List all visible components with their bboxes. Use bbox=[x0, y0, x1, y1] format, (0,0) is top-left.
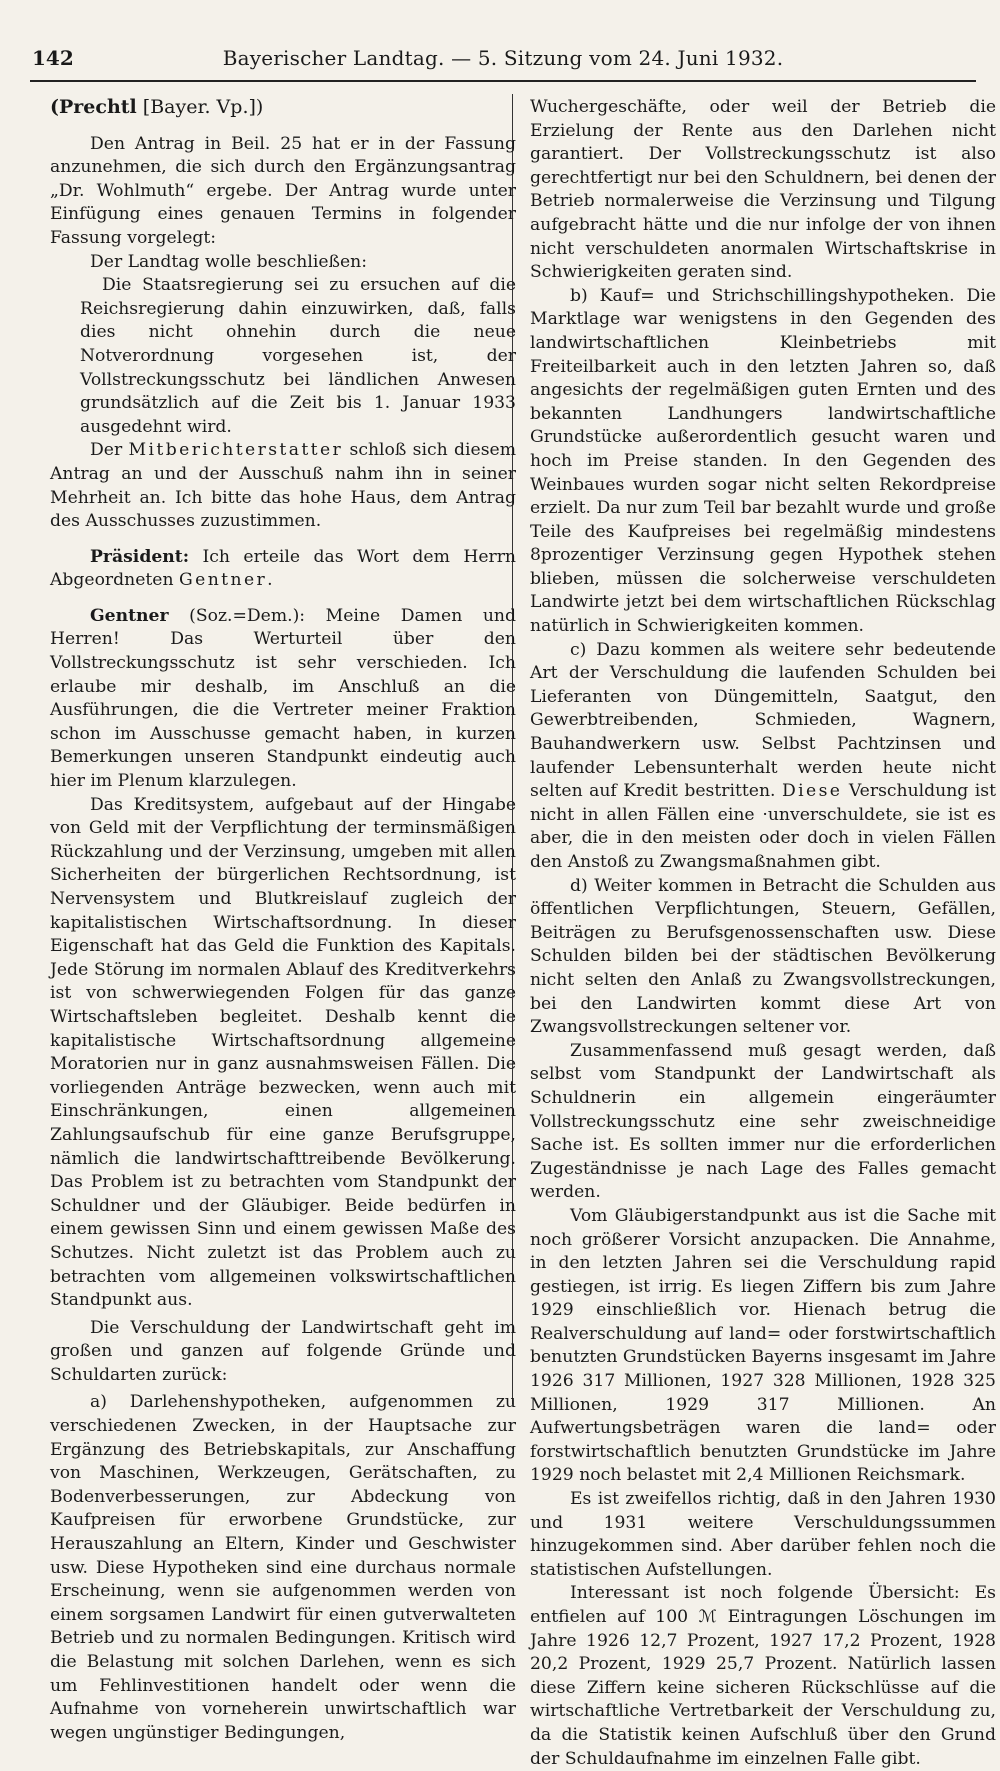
paragraph: b) Kauf= und Strichschillingshypotheken. Die Marktlage war wenigstens in den Gegenden des landwirtschaftlichen Kleinbetriebs mit Freiteilbarkeit auch in den letzten Jahren so, daß angesichts der regelmäßigen guten Ernten und des bekannten Landhungers landwirtschaftliche Grundstücke außerordentlich gesucht waren und hoch im Preise standen. In den Gegenden des Weinbaues wurden sogar nicht selten Rekordpreise erzielt. Da nur zum Teil bar bezahlt wurde und große Teile des Kaufpreises bei regelmäßig mindestens 8prozentiger Verzinsung gegen Hypothek stehen blieben, müssen die solcherweise verschuldeten Landwirte jetzt bei dem wirtschaftlichen Rückschlag natürlich in Schwierigkeiten kommen. bbox=[530, 285, 996, 637]
president-paragraph bbox=[50, 546, 516, 593]
paragraph: Zusammenfassend muß gesagt werden, daß selbst vom Standpunkt der Landwirtschaft als Schuldnerin ein allgemein eingeräumter Vollstreckungsschutz eine sehr zweischneidige Sache ist. Es sollten immer nur die erforderlichen Zugeständnisse je nach Lage des Falles gemacht werden. bbox=[530, 1040, 996, 1203]
paragraph: d) Weiter kommen in Betracht die Schulden aus öffentlichen Verpflichtungen, Steuern, Gefällen, Beiträgen zu Berufsgenossenschaften usw. Diese Schulden bilden bei der städtischen Bevölkerung nicht selten den Anlaß zu Zwangsvollstreckungen, bei den Landwirten kommt diese Art von Zwangsvollstreckungen seltener vor. bbox=[530, 875, 996, 1038]
paragraph: Die Verschuldung der Landwirtschaft geht im großen und ganzen auf folgende Gründe und Schuldarten zurück: bbox=[50, 1317, 516, 1385]
right-column bbox=[530, 96, 996, 1771]
text-span: schloß sich diesem Antrag an und der Ausschuß nahm ihn in seiner Mehrheit an. Ich bitte das hohe Haus, dem Antrag des Ausschusses zuzustimmen. bbox=[50, 440, 516, 532]
paragraph: Den Antrag in Beil. 25 hat er in der Fassung anzunehmen, die sich durch den Ergänzungsantrag „Dr. Wohlmuth“ ergebe. Der Antrag wurde unter Einfügung eines genauen Termins in folgender Fassung vorgelegt: bbox=[50, 133, 516, 248]
page-number: 142 bbox=[32, 46, 74, 70]
spaced-text: Diese bbox=[781, 781, 843, 802]
paragraph: a) Darlehenshypotheken, aufgenommen zu verschiedenen Zwecken, in der Hauptsache zur Ergänzung des Betriebskapitals, zur Anschaffung von Maschinen, Werkzeugen, Gerätschaften, zu Bodenverbesserungen, zur Abdeckung von Kaufpreisen für erworbene Grundstücke, zur Herauszahlung an Eltern, Kinder und Geschwister usw. Diese Hypotheken sind eine durchaus normale Erscheinung, wenn sie aufgenommen werden von einem sorgsamen Landwirt für einen gutverwalteten Betrieb und zu normalen Bedingungen. Kritisch wird die Belastung mit solchen Darlehen, wenn es sich um Fehlinvestitionen handelt oder wenn die Aufnahme von vorneherein unwirtschaftlich war wegen ungünstiger Bedingungen, bbox=[50, 1392, 516, 1743]
speaker-name-president: Präsident: bbox=[90, 546, 190, 567]
left-column bbox=[50, 96, 516, 1745]
paragraph: Es ist zweifellos richtig, daß in den Jahren 1930 und 1931 weitere Verschuldungssummen hinzugekommen sind. Aber darüber fehlen noch die statistischen Aufstellungen. bbox=[530, 1489, 996, 1580]
spaced-text: Gentner bbox=[179, 570, 268, 591]
paragraph bbox=[530, 639, 996, 875]
text-span: Meine Damen und Herren! Das Werturteil über den Vollstreckungsschutz ist sehr verschieden. Ich erlaube mir deshalb, im Anschluß an die Ausführungen, die die Vertreter meiner Fraktion schon im Ausschusse gemacht haben, in kurzen Bemerkungen unseren Standpunkt eindeutig auch hier im Plenum klarzulegen. bbox=[50, 605, 517, 792]
speaker-party-prechtl: [Bayer. Vp.]) bbox=[136, 96, 264, 118]
paragraph: Das Kreditsystem, aufgebaut auf der Hingabe von Geld mit der Verpflichtung der terminsmäßigen Rückzahlung und der Verzinsung, umgeben mit allen Sicherheiten der bürgerlichen Rechtsordnung, ist Nervensystem und Blutkreislauf zugleich der kapitalistischen Wirtschaftsordnung. In dieser Eigenschaft hat das Geld die Funktion des Kapitals. Jede Störung im normalen Ablauf des Kreditverkehrs ist von schwerwiegenden Folgen für das ganze Wirtschaftsleben begleitet. Deshalb kennt die kapitalistische Wirtschaftsordnung allgemeine Moratorien nur in ganz ausnahmsweisen Fällen. Die vorliegenden Anträge bezwecken, wenn auch mit Einschränkungen, einen allgemeinen Zahlungsaufschub für eine ganze Berufsgruppe, nämlich die landwirtschafttreibende Bevölkerung. Das Problem ist zu betrachten vom Standpunkt der Schuldner und der Gläubiger. Beide bedürfen in einem gewissen Sinn und einem gewissen Maße des Schutzes. Nicht zuletzt ist das Problem auch zu betrachten vom allgemeinen volkswirtschaftlichen Standpunkt aus. bbox=[50, 794, 516, 1311]
spaced-text: Mitberichterstatter bbox=[128, 440, 344, 461]
text-span: . bbox=[267, 570, 273, 591]
text-span: Verschuldung ist nicht in allen Fällen eine ·unverschuldete, sie ist es aber, die in den meisten oder doch in vielen Fällen den Anstoß zu Zwangsmaßnahmen gibt. bbox=[530, 781, 996, 872]
speaker-party-gentner: (Soz.=Dem.): bbox=[168, 605, 306, 626]
text-span: Der bbox=[90, 440, 129, 461]
speaker-line-prechtl bbox=[50, 96, 516, 121]
speaker-name-gentner: Gentner bbox=[90, 605, 169, 626]
gentner-paragraph bbox=[50, 605, 516, 794]
page-header bbox=[30, 44, 976, 82]
paragraph: Wuchergeschäfte, oder weil der Betrieb die Erzielung der Rente aus den Darlehen nicht garantiert. Der Vollstreckungsschutz ist also gerechtfertigt nur bei den Schuldnern, bei denen der Betrieb normalerweise die Verzinsung und Tilgung aufgebracht hätte und die nur infolge der von ihnen nicht verschuldeten anormalen Wirtschaftskrise in Schwierigkeiten geraten sind. bbox=[530, 97, 996, 283]
running-title: Bayerischer Landtag. — 5. Sitzung vom 24. Juni 1932. bbox=[222, 46, 784, 70]
text-span: c) Dazu kommen als weitere sehr bedeutende Art der Verschuldung die laufenden Schulden bei Lieferanten von Düngemitteln, Saatgut, den Gewerbtreibenden, Schmieden, Wagnern, Bauhandwerkern usw. Selbst Pachtzinsen und laufender Lebensunterhalt werden heute nicht selten auf Kredit bestritten. bbox=[530, 639, 996, 802]
paragraph: Der Landtag wolle beschließen: bbox=[90, 251, 368, 272]
text-span: Ich erteile das Wort dem Herrn Abgeordneten bbox=[50, 546, 516, 591]
paragraph: Interessant ist noch folgende Übersicht: Es entfielen auf 100 ℳ Eintragungen Löschungen im Jahre 1926 12,7 Prozent, 1927 17,2 Prozent, 1928 20,2 Prozent, 1929 25,7 Prozent. Natürlich lassen diese Ziffern keine sicheren Rückschlüsse auf die wirtschaftliche Vertretbarkeit der Verschuldung zu, da die Statistik keinen Aufschluß über den Grund der Schuldaufnahme im einzelnen Falle gibt. bbox=[530, 1583, 996, 1769]
paragraph: Vom Gläubigerstandpunkt aus ist die Sache mit noch größerer Vorsicht anzupacken. Die Annahme, in den letzten Jahren sei die Verschuldung rapid gestiegen, ist irrig. Es liegen Ziffern bis zum Jahre 1929 einschließlich vor. Hienach betrug die Realverschuldung auf land= oder forstwirtschaftlich benutzten Grundstücken Bayerns insgesamt im Jahre 1926 317 Millionen, 1927 328 Millionen, 1928 325 Millionen, 1929 317 Millionen. An Aufwertungsbeträgen waren die land= oder forstwirtschaftlich benutzten Grundstücke im Jahre 1929 noch belastet mit 2,4 Millionen Reichsmark. bbox=[530, 1205, 996, 1486]
paragraph bbox=[50, 439, 516, 533]
motion-text: Die Staatsregierung sei zu ersuchen auf die Reichsregierung dahin einzuwirken, daß, falls dies nicht ohnehin durch die neue Notverordnung vorgesehen ist, der Vollstreckungsschutz bei ländlichen Anwesen grundsätzlich auf die Zeit bis 1. Januar 1933 ausgedehnt wird. bbox=[80, 275, 516, 437]
speaker-name-prechtl: (Prechtl bbox=[50, 96, 137, 118]
